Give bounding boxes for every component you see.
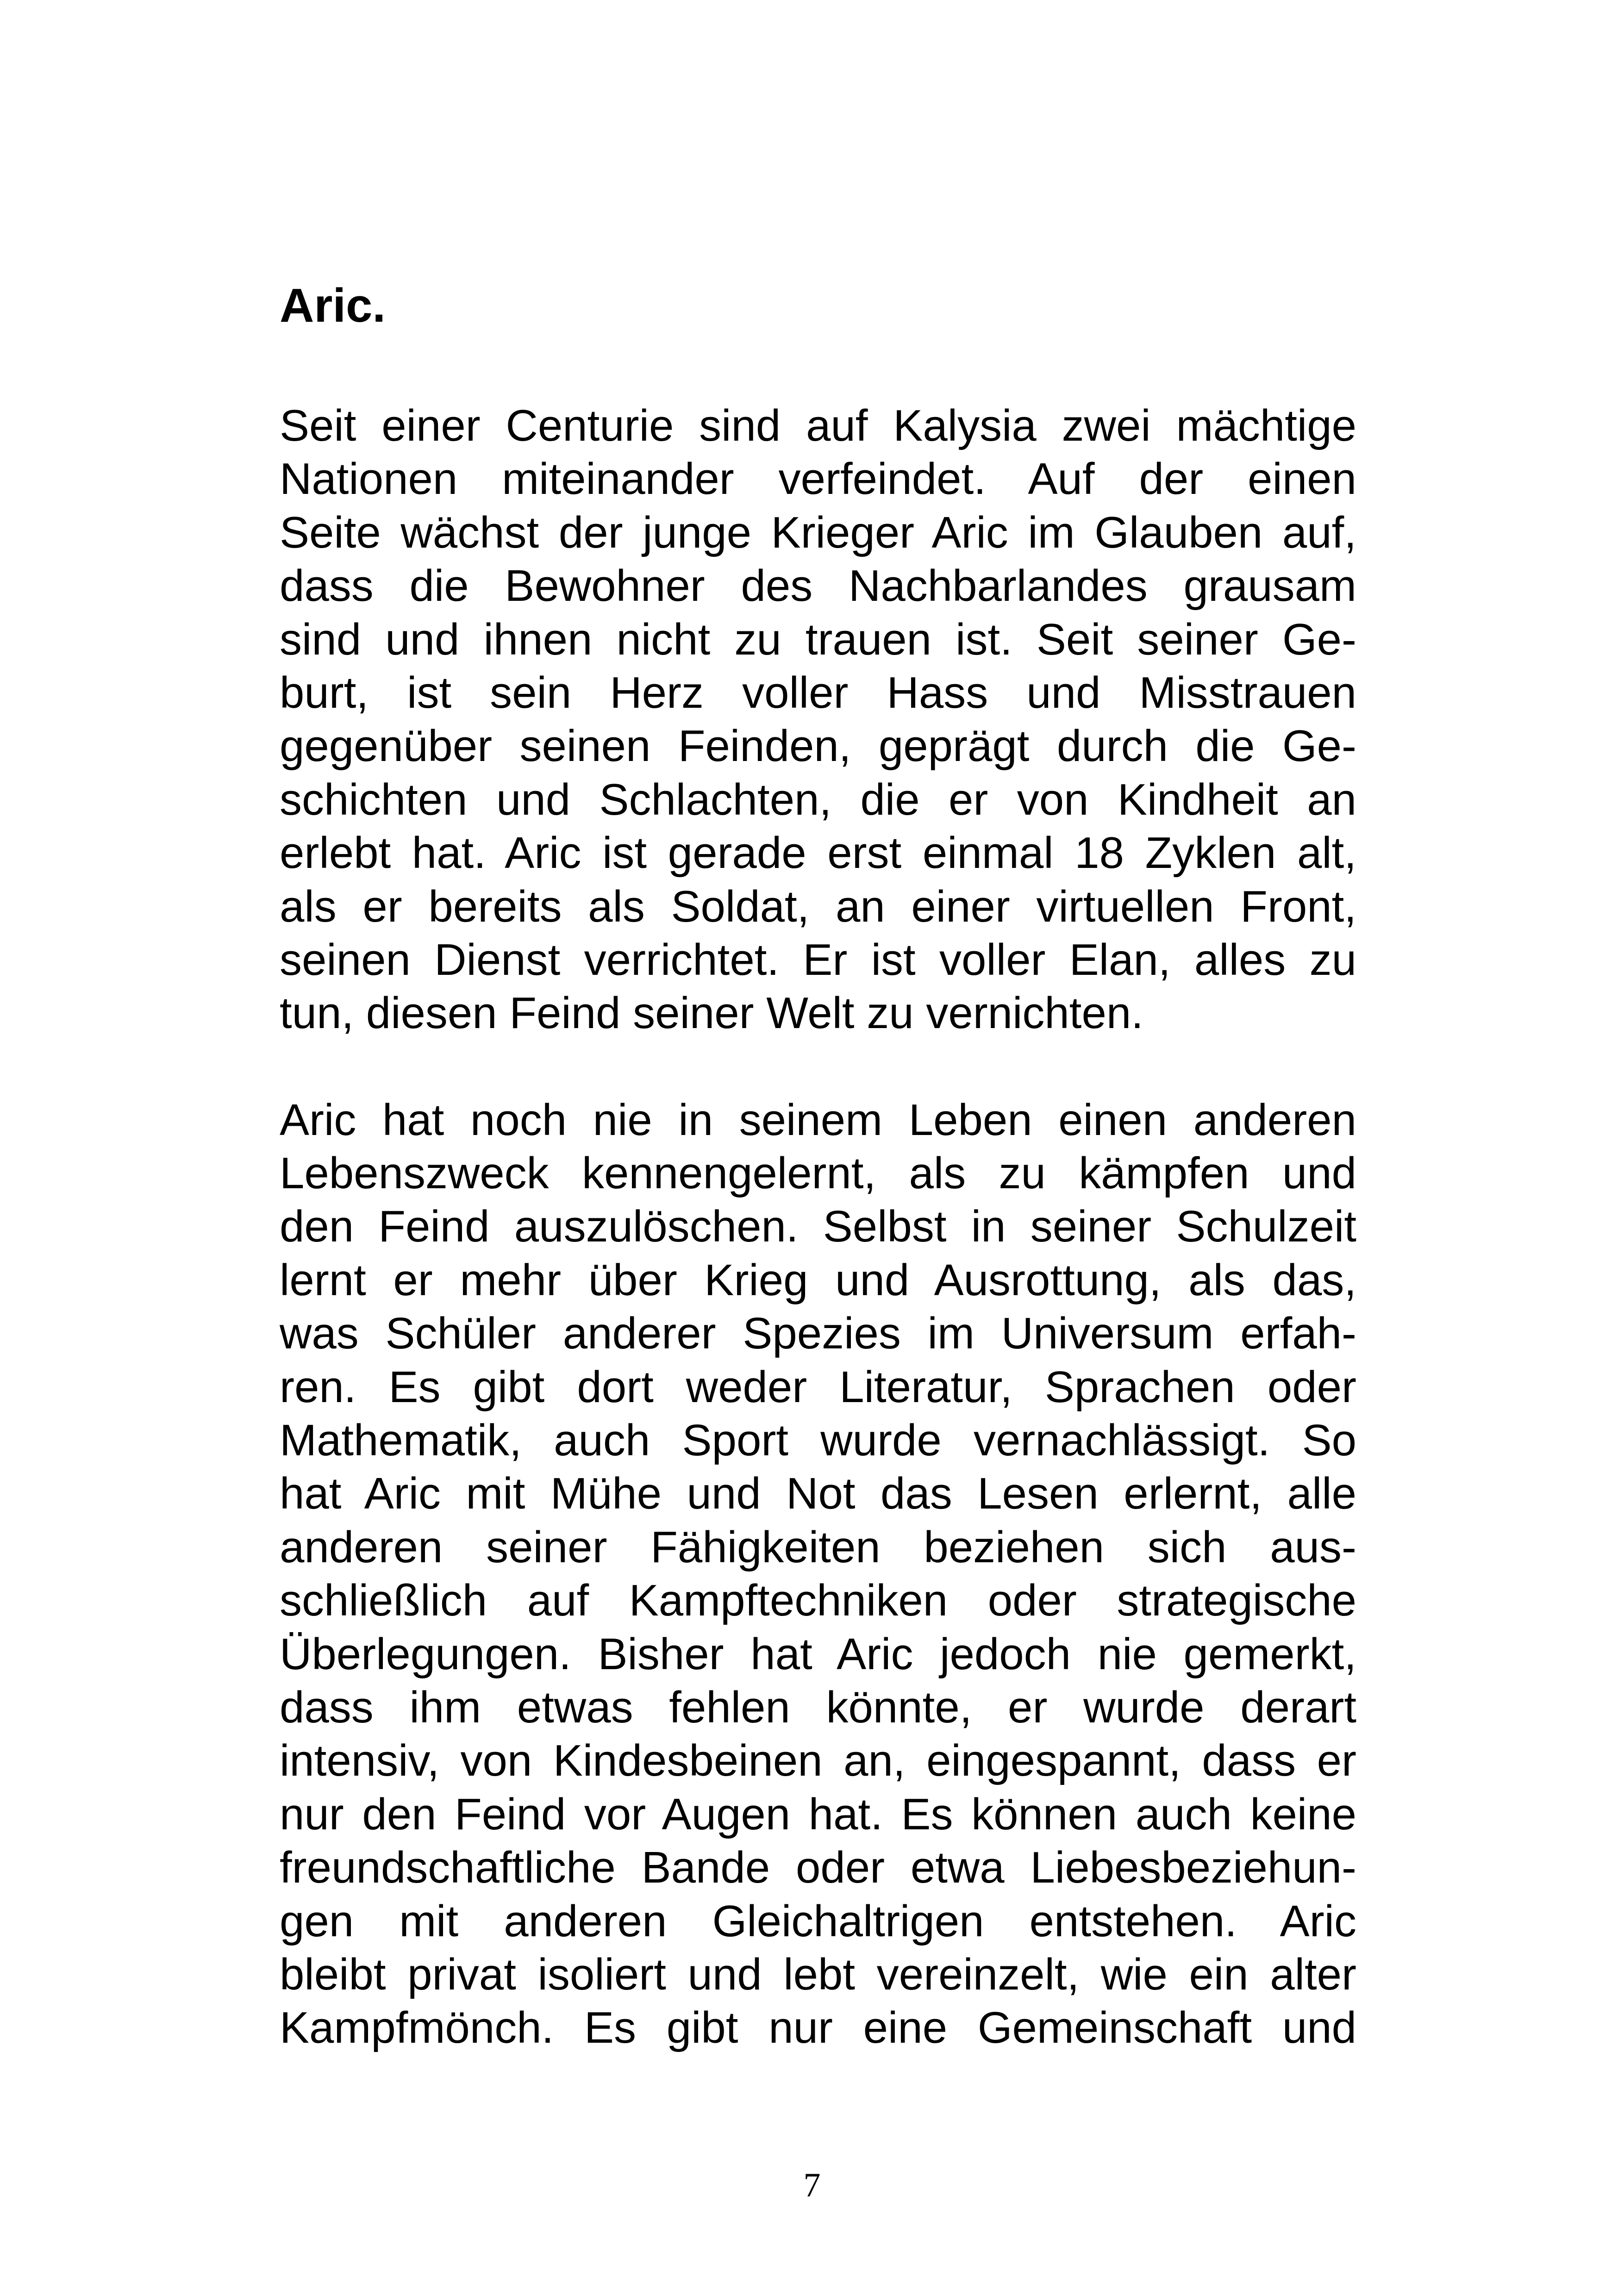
- text-line: den Feind auszulöschen. Selbst in seiner Schulzeit: [280, 1202, 1356, 1252]
- text-line: burt, ist sein Herz voller Hass und Misstrauen: [280, 667, 1356, 717]
- paragraph: [280, 1093, 1356, 2055]
- text-line: erlebt hat. Aric ist gerade erst einmal 18 Zyklen alt,: [280, 828, 1356, 878]
- text-line: schließlich auf Kampftechniken oder strategische: [280, 1576, 1356, 1626]
- text-line: hat Aric mit Mühe und Not das Lesen erlernt, alle: [280, 1469, 1356, 1519]
- text-line: anderen seiner Fähigkeiten beziehen sich aus-: [280, 1522, 1356, 1572]
- text-line: nur den Feind vor Augen hat. Es können auch keine: [280, 1789, 1356, 1839]
- page-number: 7: [803, 2166, 821, 2204]
- text-line: gen mit anderen Gleichaltrigen entstehen. Aric: [280, 1896, 1356, 1946]
- text-line: lernt er mehr über Krieg und Ausrottung, als das,: [280, 1255, 1356, 1305]
- chapter-title: Aric.: [280, 279, 386, 332]
- text-line: was Schüler anderer Spezies im Universum erfah-: [280, 1309, 1356, 1359]
- text-line: ren. Es gibt dort weder Literatur, Sprachen oder: [280, 1362, 1356, 1412]
- text-line: tun, diesen Feind seiner Welt zu vernichten.: [280, 988, 1143, 1038]
- text-line: bleibt privat isoliert und lebt vereinzelt, wie ein alter: [280, 1949, 1356, 1999]
- paragraph-container: [280, 399, 1356, 2055]
- text-line: intensiv, von Kindesbeinen an, eingespannt, dass er: [280, 1736, 1356, 1786]
- text-line: dass die Bewohner des Nachbarlandes grausam: [280, 561, 1356, 611]
- text-line: Seit einer Centurie sind auf Kalysia zwei mächtige: [280, 401, 1356, 450]
- text-line: als er bereits als Soldat, an einer virtuellen Front,: [280, 881, 1356, 931]
- text-line: gegenüber seinen Feinden, geprägt durch die Ge-: [280, 721, 1356, 771]
- text-body: [280, 278, 1356, 2055]
- text-line: sind und ihnen nicht zu trauen ist. Seit seiner Ge-: [280, 614, 1356, 664]
- text-line: Mathematik, auch Sport wurde vernachlässigt. So: [280, 1416, 1356, 1466]
- text-line: Seite wächst der junge Krieger Aric im Glauben auf,: [280, 507, 1356, 557]
- text-line: schichten und Schlachten, die er von Kindheit an: [280, 774, 1356, 824]
- text-line: Nationen miteinander verfeindet. Auf der einen: [280, 454, 1356, 504]
- text-line: Lebenszweck kennengelernt, als zu kämpfen und: [280, 1148, 1356, 1198]
- paragraph: [280, 399, 1356, 1040]
- text-line: Kampfmönch. Es gibt nur eine Gemeinschaft und: [280, 2003, 1356, 2053]
- text-line: freundschaftliche Bande oder etwa Liebesbeziehun-: [280, 1843, 1356, 1893]
- text-line: dass ihm etwas fehlen könnte, er wurde derart: [280, 1682, 1356, 1732]
- text-line: seinen Dienst verrichtet. Er ist voller Elan, alles zu: [280, 935, 1356, 985]
- text-line: Überlegungen. Bisher hat Aric jedoch nie gemerkt,: [280, 1629, 1356, 1679]
- text-line: Aric hat noch nie in seinem Leben einen anderen: [280, 1095, 1356, 1145]
